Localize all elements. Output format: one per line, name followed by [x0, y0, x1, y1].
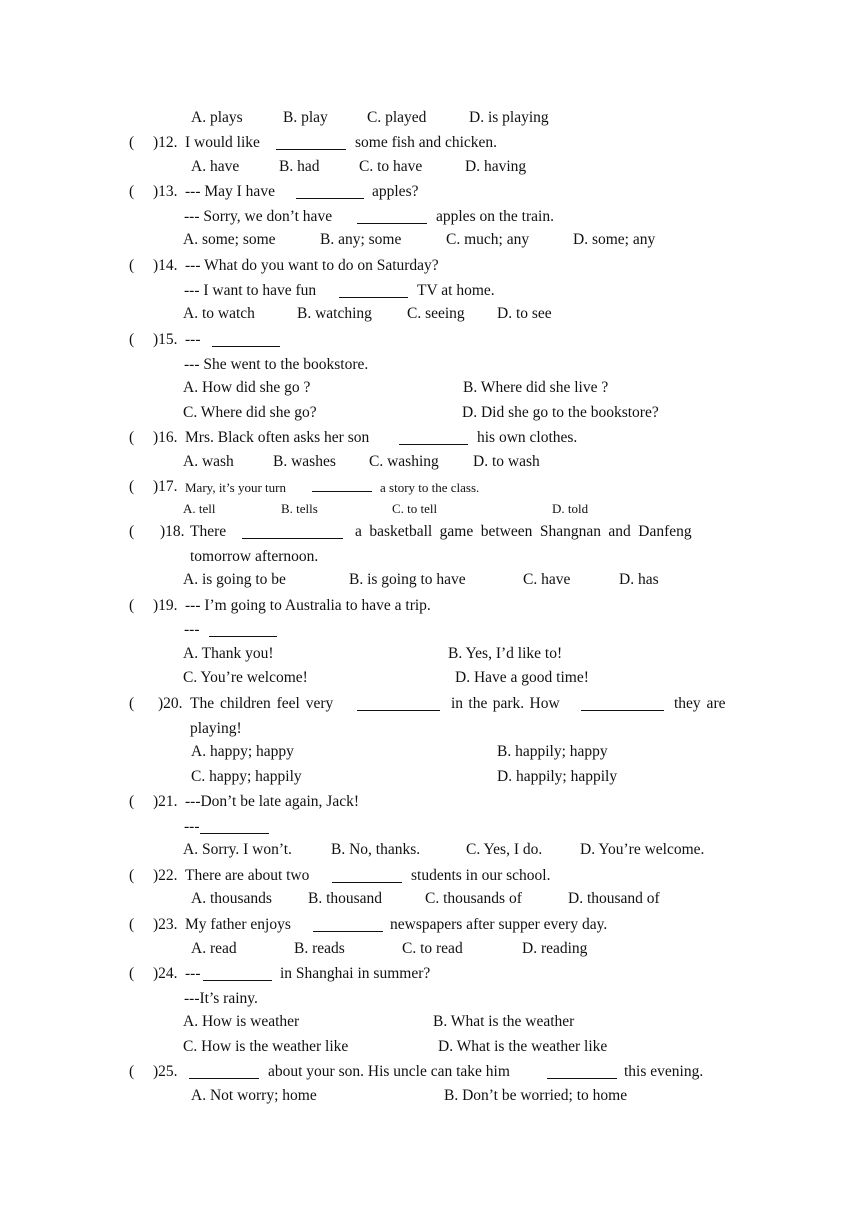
q22-option-c[interactable]: C. thousands of — [425, 890, 522, 907]
answer-blank — [339, 283, 408, 298]
answer-blank-2 — [547, 1064, 617, 1079]
q14-option-a[interactable]: A. to watch — [183, 305, 255, 322]
answer-paren[interactable]: ( — [129, 523, 135, 540]
q18-option-a[interactable]: A. is going to be — [183, 571, 286, 588]
q25-option-b[interactable]: B. Don’t be worried; to home — [444, 1087, 628, 1104]
question-number: )13. — [153, 183, 178, 200]
dialog-line-cont: TV at home. — [417, 282, 495, 299]
question-text: --- — [185, 331, 201, 348]
answer-paren[interactable]: ( — [129, 1063, 135, 1080]
answer-blank — [332, 868, 402, 883]
question-text-line2: playing! — [190, 720, 242, 737]
answer-paren[interactable]: ( — [129, 597, 135, 614]
question-number: )16. — [153, 429, 178, 446]
answer-paren[interactable]: ( — [129, 134, 135, 151]
q18-option-d[interactable]: D. has — [619, 571, 659, 588]
question-number: )20. — [158, 695, 183, 712]
q16-option-a[interactable]: A. wash — [183, 453, 234, 470]
q15-option-d[interactable]: D. Did she go to the bookstore? — [462, 404, 659, 421]
answer-blank — [189, 1064, 259, 1079]
q17-option-b[interactable]: B. tells — [281, 501, 318, 516]
question-text: The children feel very — [190, 695, 334, 712]
q17-option-d[interactable]: D. told — [552, 501, 589, 516]
q14-option-b[interactable]: B. watching — [297, 305, 372, 322]
question-text: about your son. His uncle can take him — [268, 1063, 510, 1080]
question-number: )24. — [153, 965, 178, 982]
question-number: )12. — [153, 134, 178, 151]
answer-blank — [242, 524, 343, 539]
q23-option-d[interactable]: D. reading — [522, 940, 588, 957]
dialog-line: --- I want to have fun — [184, 282, 317, 299]
dialog-line: ---It’s rainy. — [184, 990, 258, 1007]
q24-option-c[interactable]: C. How is the weather like — [183, 1038, 349, 1055]
answer-blank — [399, 430, 468, 445]
question-number: )19. — [153, 597, 178, 614]
q11-option-d[interactable]: D. is playing — [469, 109, 549, 126]
q20-option-c[interactable]: C. happy; happily — [191, 768, 302, 785]
question-number: )15. — [153, 331, 178, 348]
question-text-cont: in Shanghai in summer? — [280, 965, 431, 982]
question-number: )17. — [153, 478, 178, 495]
question-text: --- — [185, 965, 201, 982]
question-number: )25. — [153, 1063, 178, 1080]
q16-option-b[interactable]: B. washes — [273, 453, 336, 470]
question-number: )22. — [153, 867, 178, 884]
question-text: --- May I have — [185, 183, 275, 200]
q20-option-b[interactable]: B. happily; happy — [497, 743, 608, 760]
q23-option-b[interactable]: B. reads — [294, 940, 345, 957]
q12-option-b[interactable]: B. had — [279, 158, 320, 175]
answer-blank-2 — [357, 209, 427, 224]
q22-option-a[interactable]: A. thousands — [191, 890, 272, 907]
q19-option-c[interactable]: C. You’re welcome! — [183, 669, 308, 686]
answer-paren[interactable]: ( — [129, 867, 135, 884]
question-text: Mary, it’s your turn — [185, 480, 286, 495]
answer-blank — [296, 184, 364, 199]
answer-blank — [200, 819, 269, 834]
q13-option-c[interactable]: C. much; any — [446, 231, 530, 248]
q15-option-a[interactable]: A. How did she go ? — [183, 379, 311, 396]
question-text: --- I’m going to Australia to have a trip. — [185, 597, 431, 614]
q23-option-c[interactable]: C. to read — [402, 940, 463, 957]
answer-paren[interactable]: ( — [129, 183, 135, 200]
question-text: Mrs. Black often asks her son — [185, 429, 370, 446]
answer-paren[interactable]: ( — [129, 331, 135, 348]
question-text: --- What do you want to do on Saturday? — [185, 257, 439, 274]
question-number: )21. — [153, 793, 178, 810]
question-text-cont: in the park. How — [451, 695, 560, 712]
q21-option-b[interactable]: B. No, thanks. — [331, 841, 421, 858]
question-text-cont: students in our school. — [411, 867, 551, 884]
question-text-cont: a basketball game between Shangnan and Danfeng — [355, 523, 692, 540]
question-text-cont: his own clothes. — [477, 429, 578, 446]
q11-option-b[interactable]: B. play — [283, 109, 328, 126]
q22-option-b[interactable]: B. thousand — [308, 890, 383, 907]
q16-option-c[interactable]: C. washing — [369, 453, 439, 470]
dialog-line: --- — [184, 818, 200, 835]
q21-option-d[interactable]: D. You’re welcome. — [580, 841, 705, 858]
q19-option-a[interactable]: A. Thank you! — [183, 645, 274, 662]
question-text-cont: a story to the class. — [380, 480, 480, 495]
dialog-line: --- She went to the bookstore. — [184, 356, 369, 373]
q21-option-c[interactable]: C. Yes, I do. — [466, 841, 543, 858]
answer-blank — [313, 917, 383, 932]
q14-option-d[interactable]: D. to see — [497, 305, 552, 322]
answer-blank — [357, 696, 440, 711]
q12-option-c[interactable]: C. to have — [359, 158, 423, 175]
q17-option-a[interactable]: A. tell — [183, 501, 216, 516]
question-text-line2: tomorrow afternoon. — [190, 548, 319, 565]
answer-blank — [212, 332, 280, 347]
q13-option-a[interactable]: A. some; some — [183, 231, 276, 248]
answer-paren[interactable]: ( — [129, 965, 135, 982]
q19-option-d[interactable]: D. Have a good time! — [455, 669, 589, 686]
q23-option-a[interactable]: A. read — [191, 940, 237, 957]
q15-option-b[interactable]: B. Where did she live ? — [463, 379, 609, 396]
dialog-line-cont: apples on the train. — [436, 208, 554, 225]
q16-option-d[interactable]: D. to wash — [473, 453, 540, 470]
q24-option-b[interactable]: B. What is the weather — [433, 1013, 575, 1030]
answer-blank-2 — [581, 696, 664, 711]
q11-option-c[interactable]: C. played — [367, 109, 427, 126]
answer-paren[interactable]: ( — [129, 429, 135, 446]
q24-option-d[interactable]: D. What is the weather like — [438, 1038, 608, 1055]
dialog-line: --- — [184, 621, 200, 638]
q24-option-a[interactable]: A. How is weather — [183, 1013, 300, 1030]
q19-option-b[interactable]: B. Yes, I’d like to! — [448, 645, 563, 662]
dialog-line: --- Sorry, we don’t have — [184, 208, 333, 225]
question-text: There — [190, 523, 227, 540]
answer-blank — [203, 966, 272, 981]
answer-paren[interactable]: ( — [129, 916, 135, 933]
question-text-end: this evening. — [624, 1063, 704, 1080]
q12-option-d[interactable]: D. having — [465, 158, 527, 175]
q11-option-a[interactable]: A. plays — [191, 109, 243, 126]
question-number: )14. — [153, 257, 178, 274]
question-text-cont: newspapers after supper every day. — [390, 916, 608, 933]
answer-paren[interactable]: ( — [129, 478, 135, 495]
q14-option-c[interactable]: C. seeing — [407, 305, 465, 322]
q17-option-c[interactable]: C. to tell — [392, 501, 438, 516]
question-text: I would like — [185, 134, 260, 151]
answer-paren[interactable]: ( — [129, 695, 135, 712]
question-text: My father enjoys — [185, 916, 291, 933]
q20-option-a[interactable]: A. happy; happy — [191, 743, 294, 760]
question-text: There are about two — [185, 867, 310, 884]
q13-option-b[interactable]: B. any; some — [320, 231, 402, 248]
answer-blank — [209, 622, 277, 637]
q20-option-d[interactable]: D. happily; happily — [497, 768, 618, 785]
question-text-cont: some fish and chicken. — [355, 134, 498, 151]
answer-blank — [312, 479, 372, 492]
q12-option-a[interactable]: A. have — [191, 158, 240, 175]
answer-blank — [276, 135, 346, 150]
answer-paren[interactable]: ( — [129, 793, 135, 810]
q18-option-b[interactable]: B. is going to have — [349, 571, 466, 588]
question-text-cont: apples? — [372, 183, 419, 200]
q21-option-a[interactable]: A. Sorry. I won’t. — [183, 841, 292, 858]
q15-option-c[interactable]: C. Where did she go? — [183, 404, 317, 421]
q13-option-d[interactable]: D. some; any — [573, 231, 656, 248]
q22-option-d[interactable]: D. thousand of — [568, 890, 660, 907]
question-text-end: they are — [674, 695, 726, 712]
question-text: ---Don’t be late again, Jack! — [185, 793, 360, 810]
question-number: )18. — [160, 523, 185, 540]
q18-option-c[interactable]: C. have — [523, 571, 571, 588]
q25-option-a[interactable]: A. Not worry; home — [191, 1087, 317, 1104]
question-number: )23. — [153, 916, 178, 933]
answer-paren[interactable]: ( — [129, 257, 135, 274]
